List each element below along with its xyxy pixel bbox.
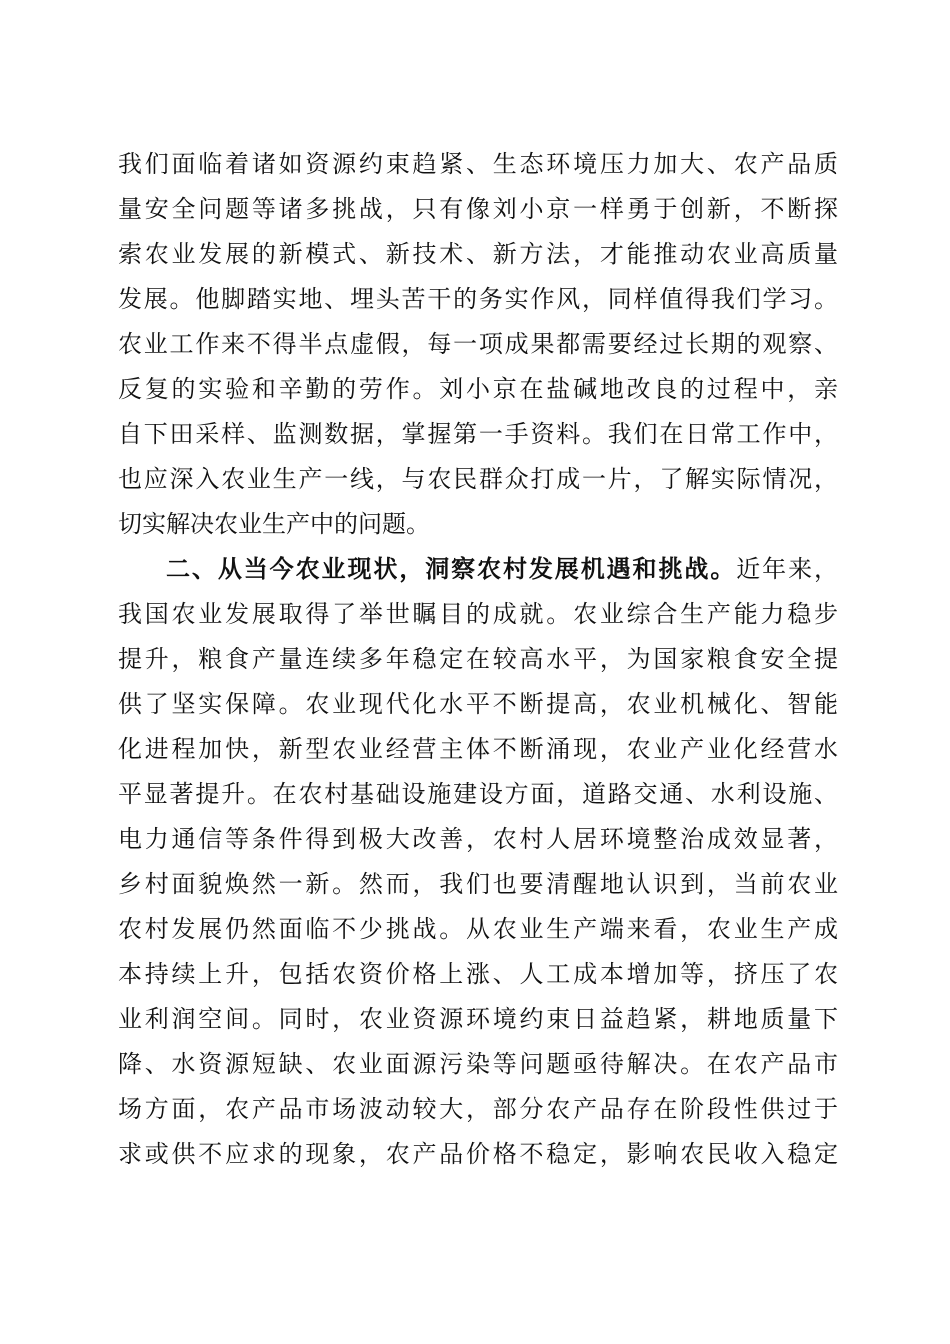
text-line: 我国农业发展取得了举世瞩目的成就。农业综合生产能力稳步	[118, 600, 838, 628]
text-line: 我们面临着诸如资源约束趋紧、生态环境压力加大、农产品质	[118, 150, 838, 178]
text-line: 发展。他脚踏实地、埋头苦干的务实作风，同样值得我们学习。	[118, 285, 838, 313]
text-line: 切实解决农业生产中的问题。	[118, 510, 430, 538]
text-line: 降、水资源短缺、农业面源污染等问题亟待解决。在农产品市	[118, 1050, 838, 1078]
text-line: 自下田采样、监测数据，掌握第一手资料。我们在日常工作中，	[118, 420, 838, 448]
text-line: 求或供不应求的现象，农产品价格不稳定，影响农民收入稳定	[118, 1140, 838, 1168]
text-line: 平显著提升。在农村基础设施建设方面，道路交通、水利设施、	[118, 780, 838, 808]
paragraph-2-first-line	[118, 547, 838, 592]
text-line: 反复的实验和辛勤的劳作。刘小京在盐碱地改良的过程中，亲	[118, 375, 838, 403]
document-body	[118, 142, 838, 1177]
paragraph-1	[118, 142, 838, 547]
text-line: 化进程加快，新型农业经营主体不断涌现，农业产业化经营水	[118, 735, 838, 763]
text-line: 本持续上升，包括农资价格上涨、人工成本增加等，挤压了农	[118, 960, 838, 988]
text-line: 量安全问题等诸多挑战，只有像刘小京一样勇于创新，不断探	[118, 195, 838, 223]
section-heading: 二、从当今农业现状，洞察农村发展机遇和挑战。	[166, 555, 737, 583]
text-line: 业利润空间。同时，农业资源环境约束日益趋紧，耕地质量下	[118, 1005, 838, 1033]
text-line: 乡村面貌焕然一新。然而，我们也要清醒地认识到，当前农业	[118, 870, 838, 898]
paragraph-2	[118, 547, 838, 1177]
text-line: 农村发展仍然面临不少挑战。从农业生产端来看，农业生产成	[118, 915, 838, 943]
text-line: 供了坚实保障。农业现代化水平不断提高，农业机械化、智能	[118, 690, 838, 718]
text-line: 提升，粮食产量连续多年稳定在较高水平，为国家粮食安全提	[118, 645, 838, 673]
text-run: 近年来，	[736, 555, 839, 583]
text-line: 索农业发展的新模式、新技术、新方法，才能推动农业高质量	[118, 240, 838, 268]
text-line: 农业工作来不得半点虚假，每一项成果都需要经过长期的观察、	[118, 330, 838, 358]
text-line: 也应深入农业生产一线，与农民群众打成一片，了解实际情况，	[118, 465, 838, 493]
text-line: 场方面，农产品市场波动较大，部分农产品存在阶段性供过于	[118, 1095, 838, 1123]
text-line: 电力通信等条件得到极大改善，农村人居环境整治成效显著，	[118, 825, 838, 853]
